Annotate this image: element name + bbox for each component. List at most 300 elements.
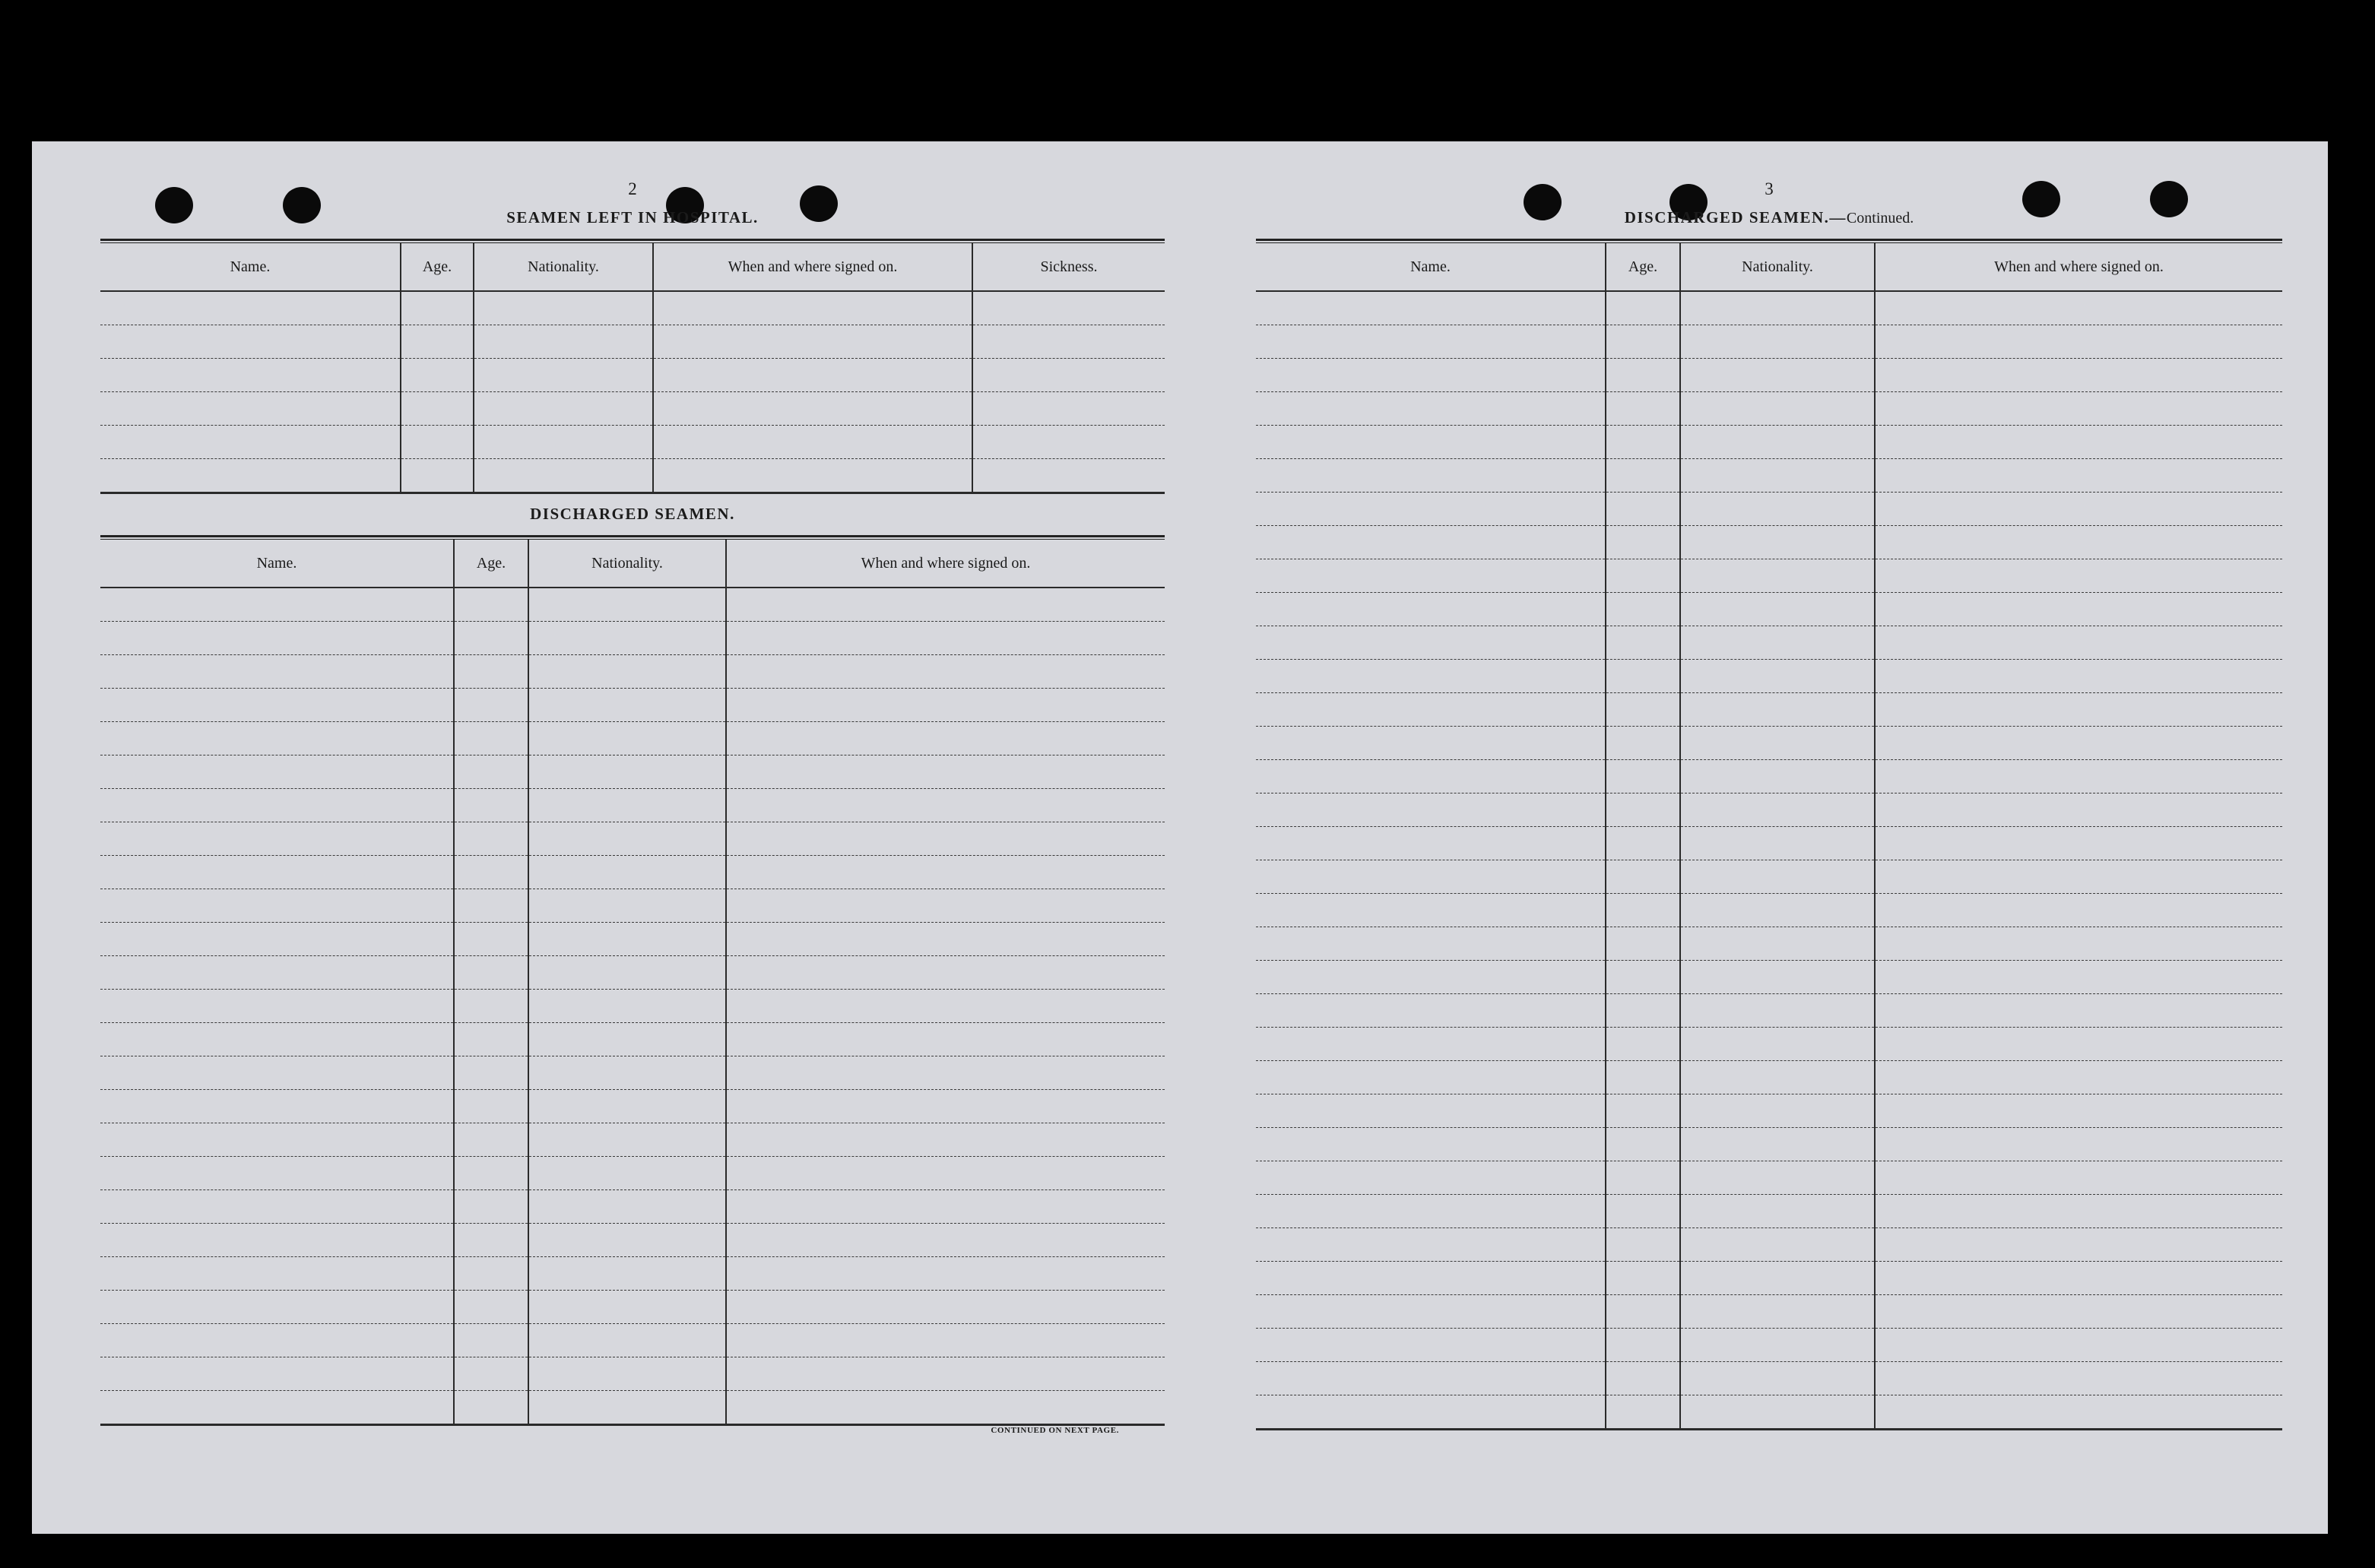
blank-entry-cell [1606,794,1680,827]
blank-entry-row [1256,660,2282,693]
blank-entry-cell [1606,1395,1680,1430]
blank-entry-cell [528,1324,726,1357]
blank-entry-row [100,990,1165,1023]
blank-entry-cell [474,359,653,392]
blank-entry-cell [100,459,401,493]
blank-entry-cell [1680,459,1875,493]
blank-entry-cell [1256,1161,1606,1195]
blank-entry-cell [1256,1028,1606,1061]
blank-entry-cell [528,722,726,755]
blank-entry-cell [454,1224,528,1257]
blank-entry-row [1256,927,2282,961]
hospital-table [100,243,1165,494]
blank-entry-cell [1256,325,1606,359]
blank-entry-cell [1606,1329,1680,1362]
blank-entry-cell [1680,1262,1875,1295]
blank-entry-row [1256,1061,2282,1094]
discharged-continued-table [1256,243,2282,1430]
blank-entry-cell [1875,827,2282,860]
continued-label: Continued. [1846,210,1914,226]
blank-entry-cell [401,459,474,493]
blank-entry-cell [1680,894,1875,927]
blank-entry-row [1256,559,2282,593]
blank-entry-cell [454,1257,528,1291]
blank-entry-cell [972,459,1165,493]
blank-entry-row [100,1391,1165,1425]
blank-entry-cell [528,923,726,956]
blank-entry-cell [1256,961,1606,994]
blank-entry-cell [1875,1295,2282,1329]
blank-entry-cell [1875,1395,2282,1430]
blank-entry-cell [1606,1061,1680,1094]
blank-entry-cell [454,990,528,1023]
blank-entry-cell [528,956,726,990]
blank-entry-cell [454,1056,528,1090]
blank-entry-row [1256,794,2282,827]
blank-entry-cell [1875,860,2282,894]
blank-entry-cell [100,392,401,426]
blank-entry-cell [401,426,474,459]
blank-entry-row [100,1157,1165,1190]
blank-entry-cell [1606,626,1680,660]
blank-entry-cell [726,856,1165,889]
hospital-section-title: SEAMEN LEFT IN HOSPITAL. [506,208,759,226]
blank-entry-cell [1875,794,2282,827]
blank-entry-cell [454,1190,528,1224]
blank-entry-row [1256,1262,2282,1295]
blank-entry-cell [1680,1061,1875,1094]
blank-entry-cell [972,325,1165,359]
blank-entry-cell [454,689,528,722]
continued-note: CONTINUED ON NEXT PAGE. [991,1426,1119,1435]
column-header: Age. [1606,243,1680,291]
column-header: Sickness. [972,243,1165,291]
blank-entry-cell [726,689,1165,722]
blank-entry-row [1256,526,2282,559]
blank-entry-cell [100,359,401,392]
blank-entry-cell [454,889,528,923]
blank-entry-cell [1680,392,1875,426]
blank-entry-cell [528,1123,726,1157]
blank-entry-cell [401,291,474,325]
blank-entry-cell [1256,1195,1606,1228]
blank-entry-row [1256,1362,2282,1395]
blank-entry-cell [1680,994,1875,1028]
blank-entry-cell [726,822,1165,856]
blank-entry-cell [100,856,454,889]
blank-entry-cell [1680,1329,1875,1362]
blank-entry-cell [474,291,653,325]
blank-entry-cell [1875,392,2282,426]
blank-entry-cell [100,956,454,990]
blank-entry-cell [1606,291,1680,325]
blank-entry-row [1256,493,2282,526]
blank-entry-cell [454,956,528,990]
blank-entry-row [100,1357,1165,1391]
blank-entry-cell [1680,559,1875,593]
blank-entry-cell [726,990,1165,1023]
blank-entry-cell [1606,927,1680,961]
blank-entry-cell [1256,1262,1606,1295]
blank-entry-cell [528,1190,726,1224]
blank-entry-cell [1256,1094,1606,1128]
blank-entry-cell [528,789,726,822]
blank-entry-cell [528,1224,726,1257]
blank-entry-cell [1606,1094,1680,1128]
blank-entry-row [1256,1395,2282,1430]
blank-entry-cell [454,1090,528,1123]
blank-entry-cell [726,1291,1165,1324]
blank-entry-row [1256,1295,2282,1329]
blank-entry-cell [454,1157,528,1190]
blank-entry-row [1256,727,2282,760]
blank-entry-cell [726,1257,1165,1291]
blank-entry-cell [726,1224,1165,1257]
blank-entry-cell [100,1324,454,1357]
blank-entry-cell [1875,760,2282,794]
blank-entry-cell [1680,593,1875,626]
blank-entry-cell [401,359,474,392]
blank-entry-cell [401,325,474,359]
blank-entry-cell [1256,927,1606,961]
blank-entry-cell [726,1056,1165,1090]
blank-entry-cell [100,689,454,722]
blank-entry-cell [1875,1061,2282,1094]
blank-entry-cell [972,392,1165,426]
blank-entry-cell [1606,1028,1680,1061]
blank-entry-cell [1606,426,1680,459]
header-row [100,243,1165,291]
blank-entry-cell [1875,961,2282,994]
blank-entry-cell [726,1190,1165,1224]
blank-entry-cell [1606,1362,1680,1395]
blank-entry-cell [1680,1094,1875,1128]
blank-entry-row [1256,459,2282,493]
blank-entry-cell [1256,1061,1606,1094]
blank-entry-cell [528,1157,726,1190]
blank-entry-row [1256,1228,2282,1262]
blank-entry-cell [528,655,726,689]
blank-entry-cell [726,1123,1165,1157]
blank-entry-row [1256,760,2282,794]
blank-entry-cell [726,622,1165,655]
blank-entry-cell [100,990,454,1023]
column-header: When and where signed on. [726,540,1165,588]
blank-entry-cell [1606,961,1680,994]
blank-entry-cell [1680,325,1875,359]
blank-entry-row [100,755,1165,789]
blank-entry-row [100,359,1165,392]
column-header: Age. [454,540,528,588]
column-header: Age. [401,243,474,291]
blank-entry-cell [726,1157,1165,1190]
blank-entry-cell [1606,860,1680,894]
blank-entry-cell [1680,1128,1875,1161]
blank-entry-cell [1256,827,1606,860]
blank-entry-row [100,655,1165,689]
blank-entry-cell [454,655,528,689]
page-number: 2 [628,179,637,198]
blank-entry-cell [100,755,454,789]
blank-entry-row [100,1056,1165,1090]
blank-entry-cell [1680,860,1875,894]
blank-entry-row [100,923,1165,956]
blank-entry-cell [528,856,726,889]
blank-entry-cell [1256,794,1606,827]
blank-entry-cell [454,1291,528,1324]
blank-entry-cell [726,1357,1165,1391]
blank-entry-row [100,622,1165,655]
page-number: 3 [1765,179,1774,198]
blank-entry-row [100,1123,1165,1157]
blank-entry-cell [1875,1028,2282,1061]
blank-entry-cell [1256,559,1606,593]
blank-entry-row [100,722,1165,755]
blank-entry-row [100,956,1165,990]
section-title-text: DISCHARGED SEAMEN.— [1624,208,1847,226]
blank-entry-cell [401,392,474,426]
blank-entry-cell [1256,1395,1606,1430]
blank-entry-cell [1680,760,1875,794]
blank-entry-cell [1606,1262,1680,1295]
blank-entry-cell [653,291,972,325]
blank-entry-cell [100,1224,454,1257]
blank-entry-cell [100,889,454,923]
blank-entry-cell [100,1056,454,1090]
column-header: Name. [100,243,401,291]
blank-entry-row [100,889,1165,923]
blank-entry-cell [1256,1295,1606,1329]
blank-entry-cell [454,622,528,655]
blank-entry-cell [100,291,401,325]
blank-entry-cell [1875,593,2282,626]
blank-entry-cell [1256,359,1606,392]
blank-entry-cell [1256,1362,1606,1395]
blank-entry-cell [1680,1195,1875,1228]
blank-entry-row [1256,626,2282,660]
blank-entry-cell [1680,794,1875,827]
blank-entry-cell [1606,727,1680,760]
blank-entry-row [1256,961,2282,994]
blank-entry-cell [100,588,454,622]
blank-entry-cell [1606,827,1680,860]
blank-entry-row [100,325,1165,359]
blank-entry-cell [1680,359,1875,392]
blank-entry-cell [1680,961,1875,994]
blank-entry-cell [474,325,653,359]
blank-entry-row [100,588,1165,622]
blank-entry-cell [1606,760,1680,794]
blank-entry-cell [454,1123,528,1157]
blank-entry-cell [1606,693,1680,727]
blank-entry-cell [1256,660,1606,693]
blank-entry-cell [1875,1262,2282,1295]
blank-entry-cell [1875,526,2282,559]
blank-entry-cell [528,990,726,1023]
blank-entry-cell [1256,1128,1606,1161]
blank-entry-cell [1680,1395,1875,1430]
blank-entry-cell [1875,1094,2282,1128]
blank-entry-cell [972,291,1165,325]
blank-entry-cell [100,1291,454,1324]
blank-entry-cell [1875,894,2282,927]
blank-entry-cell [528,1291,726,1324]
column-header: Name. [100,540,454,588]
blank-entry-cell [454,856,528,889]
blank-entry-row [1256,1094,2282,1128]
blank-entry-cell [1875,727,2282,760]
blank-entry-cell [1256,593,1606,626]
blank-entry-row [1256,1195,2282,1228]
blank-entry-cell [1256,994,1606,1028]
blank-entry-cell [100,1257,454,1291]
blank-entry-cell [1875,994,2282,1028]
blank-entry-row [100,459,1165,493]
blank-entry-cell [454,1357,528,1391]
blank-entry-row [1256,693,2282,727]
blank-entry-row [1256,1128,2282,1161]
blank-entry-row [100,1023,1165,1056]
blank-entry-row [100,392,1165,426]
blank-entry-cell [1875,1128,2282,1161]
blank-entry-cell [100,1190,454,1224]
blank-entry-cell [454,822,528,856]
right-page [1256,141,2282,1534]
blank-entry-cell [1256,693,1606,727]
blank-entry-cell [1256,526,1606,559]
document-sheet [32,141,2328,1534]
blank-entry-cell [653,426,972,459]
blank-entry-cell [1875,1195,2282,1228]
blank-entry-row [1256,392,2282,426]
blank-entry-cell [1256,493,1606,526]
blank-entry-cell [1256,727,1606,760]
blank-entry-row [100,291,1165,325]
blank-entry-cell [454,722,528,755]
blank-entry-cell [100,1157,454,1190]
blank-entry-cell [1875,325,2282,359]
blank-entry-cell [528,1257,726,1291]
blank-entry-cell [528,889,726,923]
blank-entry-cell [1875,559,2282,593]
blank-entry-cell [1875,693,2282,727]
blank-entry-cell [1680,493,1875,526]
blank-entry-cell [726,755,1165,789]
blank-entry-cell [726,1391,1165,1425]
blank-entry-cell [1606,1228,1680,1262]
blank-entry-cell [1680,727,1875,760]
blank-entry-cell [100,789,454,822]
header-row [100,540,1165,588]
blank-entry-cell [454,923,528,956]
blank-entry-cell [100,1123,454,1157]
blank-entry-cell [1680,291,1875,325]
blank-entry-cell [1606,359,1680,392]
blank-entry-cell [726,956,1165,990]
blank-entry-cell [454,588,528,622]
blank-entry-cell [1606,559,1680,593]
blank-entry-cell [1680,1362,1875,1395]
blank-entry-row [100,856,1165,889]
blank-entry-cell [1875,291,2282,325]
blank-entry-row [1256,291,2282,325]
blank-entry-cell [726,1324,1165,1357]
blank-entry-cell [454,755,528,789]
blank-entry-cell [528,689,726,722]
blank-entry-cell [1680,693,1875,727]
blank-entry-cell [1256,459,1606,493]
blank-entry-row [1256,593,2282,626]
blank-entry-cell [100,325,401,359]
blank-entry-row [1256,1028,2282,1061]
blank-entry-cell [653,459,972,493]
blank-entry-cell [100,622,454,655]
blank-entry-cell [1875,1329,2282,1362]
blank-entry-cell [653,392,972,426]
blank-entry-row [100,689,1165,722]
blank-entry-cell [528,588,726,622]
blank-entry-cell [100,923,454,956]
blank-entry-cell [1680,1295,1875,1329]
blank-entry-row [100,1224,1165,1257]
column-header: When and where signed on. [1875,243,2282,291]
blank-entry-row [100,1190,1165,1224]
blank-entry-row [1256,426,2282,459]
blank-entry-cell [474,459,653,493]
left-page [100,141,1165,1534]
blank-entry-cell [528,1391,726,1425]
blank-entry-cell [1256,760,1606,794]
discharged-continued-title [1256,208,2282,227]
blank-entry-row [100,1257,1165,1291]
blank-entry-cell [1606,493,1680,526]
column-header: When and where signed on. [653,243,972,291]
blank-entry-row [1256,827,2282,860]
blank-entry-cell [528,1023,726,1056]
discharged-section-title: DISCHARGED SEAMEN. [530,505,735,523]
blank-entry-cell [1875,660,2282,693]
blank-entry-cell [1680,927,1875,961]
blank-entry-cell [1875,927,2282,961]
blank-entry-cell [1256,860,1606,894]
blank-entry-cell [100,1090,454,1123]
blank-entry-cell [454,789,528,822]
blank-entry-cell [1606,660,1680,693]
blank-entry-cell [1606,1295,1680,1329]
blank-entry-cell [726,722,1165,755]
blank-entry-cell [1256,1329,1606,1362]
blank-entry-row [100,1324,1165,1357]
blank-entry-cell [1875,626,2282,660]
blank-entry-cell [1875,459,2282,493]
blank-entry-cell [1680,426,1875,459]
header-row [1256,243,2282,291]
blank-entry-cell [1875,426,2282,459]
blank-entry-cell [726,1090,1165,1123]
blank-entry-cell [528,822,726,856]
blank-entry-cell [100,1357,454,1391]
blank-entry-cell [1680,660,1875,693]
blank-entry-row [100,1291,1165,1324]
blank-entry-cell [1875,359,2282,392]
blank-entry-cell [1680,1028,1875,1061]
blank-entry-cell [1606,526,1680,559]
blank-entry-cell [1256,426,1606,459]
blank-entry-cell [1256,626,1606,660]
blank-entry-cell [726,1023,1165,1056]
blank-entry-cell [1680,526,1875,559]
blank-entry-cell [1680,1161,1875,1195]
